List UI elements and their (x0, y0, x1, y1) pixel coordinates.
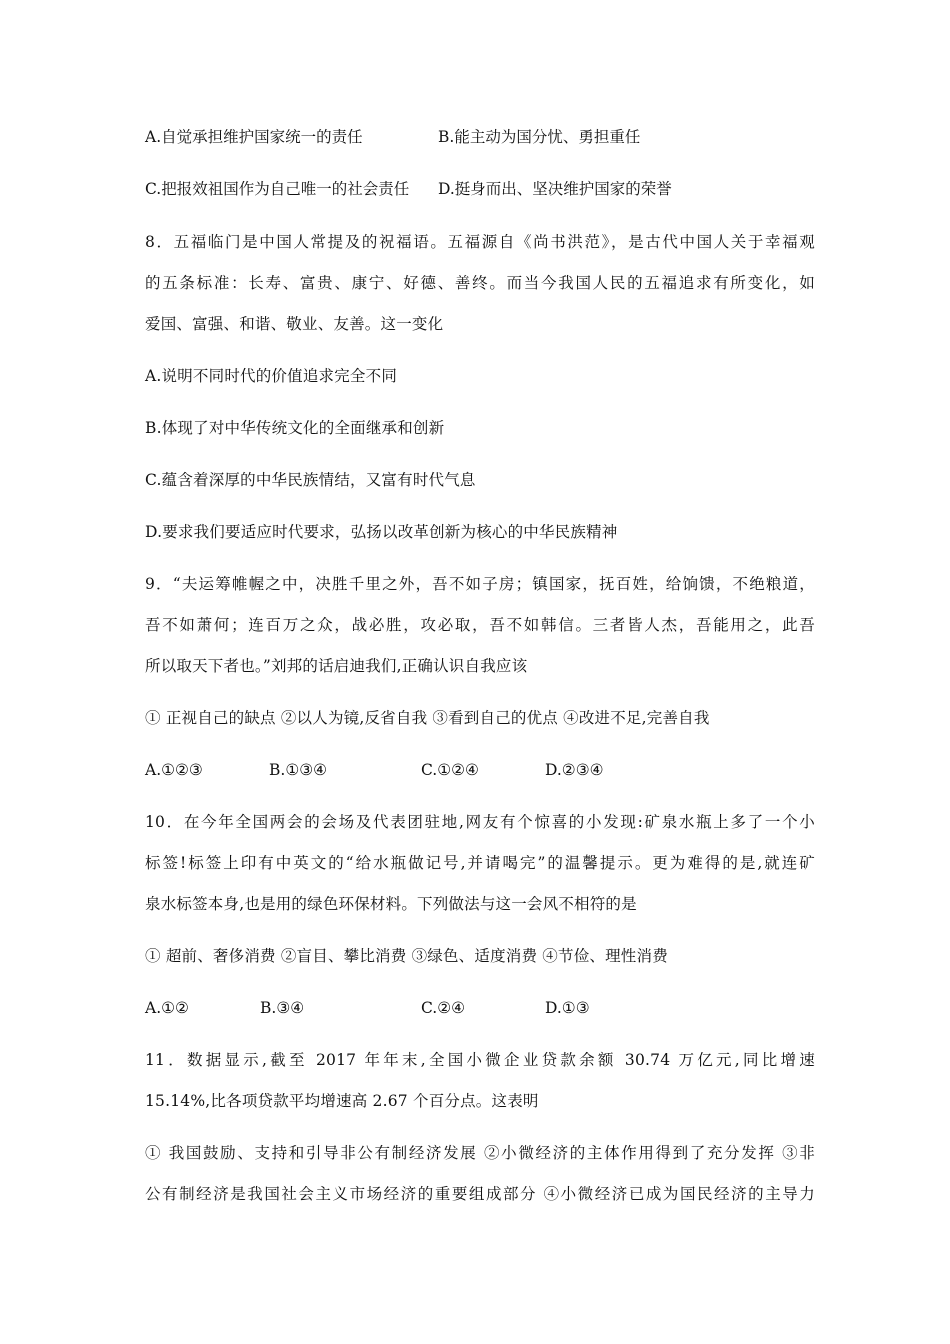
q8-option-a: A.说明不同时代的价值追求完全不同 (145, 367, 398, 385)
q9-statements: ① 正视自己的缺点 ②以人为镜,反省自我 ③看到自己的优点 ④改进不足,完善自我 (145, 709, 710, 727)
q11-statements-line-1: ① 我国鼓励、支持和引导非公有制经济发展 ②小微经济的主体作用得到了充分发挥 ③非 (145, 1144, 815, 1162)
q9-stem-line-2: 吾不如萧何；连百万之众，战必胜，攻必取，吾不如韩信。三者皆人杰，吾能用之，此吾 (145, 616, 815, 634)
q8-option-c: C.蕴含着深厚的中华民族情结，又富有时代气息 (145, 471, 476, 489)
q7-option-a: A.自觉承担维护国家统一的责任 (145, 128, 363, 146)
q8-option-b: B.体现了对中华传统文化的全面继承和创新 (145, 419, 445, 437)
q10-option-b: B.③④ (260, 999, 305, 1017)
q10-stem-line-1: 10．在今年全国两会的会场及代表团驻地,网友有个惊喜的小发现:矿泉水瓶上多了一个小 (145, 813, 815, 831)
q11-stem-line-1: 11．数据显示,截至 2017 年年末,全国小微企业贷款余额 30.74 万亿元,同比增速 (145, 1051, 815, 1069)
q8-stem-line-3: 爱国、富强、和谐、敬业、友善。这一变化 (145, 315, 444, 333)
q8-option-d: D.要求我们要适应时代要求，弘扬以改革创新为核心的中华民族精神 (145, 523, 618, 541)
q8-stem-line-1: 8．五福临门是中国人常提及的祝福语。五福源自《尚书洪范》，是古代中国人关于幸福观 (145, 233, 815, 251)
q10-option-c: C.②④ (421, 999, 466, 1017)
q9-option-c: C.①②④ (421, 761, 479, 779)
q10-stem-line-3: 泉水标签本身,也是用的绿色环保材料。下列做法与这一会风不相符的是 (145, 895, 637, 913)
q10-statements: ① 超前、奢侈消费 ②盲目、攀比消费 ③绿色、适度消费 ④节俭、理性消费 (145, 947, 668, 965)
q10-stem-line-2: 标签!标签上印有中英文的“给水瓶做记号,并请喝完”的温馨提示。更为难得的是,就连矿 (145, 854, 815, 872)
q9-stem-line-1: 9．“夫运筹帷幄之中，决胜千里之外，吾不如子房；镇国家，抚百姓，给饷馈，不绝粮道， (145, 575, 815, 593)
q7-option-d: D.挺身而出、坚决维护国家的荣誉 (438, 180, 672, 198)
q8-stem-line-2: 的五条标准：长寿、富贵、康宁、好德、善终。而当今我国人民的五福追求有所变化，如 (145, 274, 815, 292)
q7-option-b: B.能主动为国分忧、勇担重任 (438, 128, 641, 146)
q9-option-b: B.①③④ (269, 761, 328, 779)
q10-option-d: D.①③ (545, 999, 590, 1017)
q7-option-c: C.把报效祖国作为自己唯一的社会责任 (145, 180, 410, 198)
q9-stem-line-3: 所以取天下者也。”刘邦的话启迪我们,正确认识自我应该 (145, 657, 528, 675)
q10-option-a: A.①② (145, 999, 189, 1017)
q9-option-d: D.②③④ (545, 761, 604, 779)
q11-statements-line-2: 公有制经济是我国社会主义市场经济的重要组成部分 ④小微经济已成为国民经济的主导力 (145, 1185, 815, 1203)
q9-option-a: A.①②③ (145, 761, 203, 779)
q11-stem-line-2: 15.14%,比各项贷款平均增速高 2.67 个百分点。这表明 (145, 1092, 539, 1110)
